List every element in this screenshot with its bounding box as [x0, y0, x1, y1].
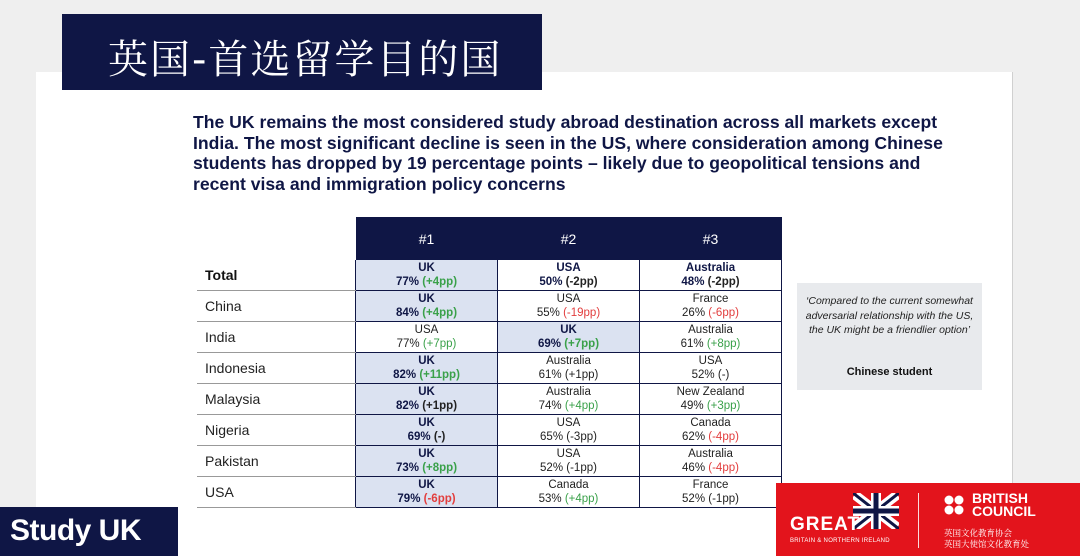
percentage: 69% [537, 338, 561, 350]
country-name: France [692, 293, 729, 305]
change-value: (-6pp) [708, 307, 739, 319]
country-name: Australia [685, 262, 736, 274]
bc-name-line1: BRITISH [972, 490, 1028, 506]
table-cell [356, 322, 498, 353]
table-cell [498, 446, 640, 477]
table-cell [498, 260, 640, 291]
percentage: 82% [395, 400, 419, 412]
consideration-value [640, 337, 781, 351]
table-cell [356, 353, 498, 384]
percentage: 73% [395, 462, 419, 474]
consideration-value [356, 275, 497, 289]
percentage: 74% [538, 400, 562, 412]
country-name: UK [418, 355, 435, 367]
consideration-value [356, 461, 497, 475]
change-value: (-) [717, 369, 730, 381]
rank-2-header: #2 [498, 217, 640, 260]
table-cell [498, 291, 640, 322]
table-row [197, 260, 782, 291]
country-name: USA [414, 324, 439, 336]
rank-3-header: #3 [640, 217, 782, 260]
consideration-value [640, 430, 781, 444]
country-name: Australia [688, 324, 733, 336]
consideration-value [640, 492, 781, 506]
change-value: (+3pp) [706, 400, 741, 412]
percentage: 77% [395, 276, 419, 288]
country-name: France [692, 479, 729, 491]
table-row [197, 353, 782, 384]
consideration-value [640, 275, 781, 289]
change-value: (+4pp) [564, 400, 599, 412]
percentage: 55% [536, 307, 560, 319]
row-label: India [197, 322, 356, 353]
change-value: (+4pp) [564, 493, 599, 505]
table-row [197, 291, 782, 322]
bc-cn-line2: 英国大使馆文化教育处 [944, 540, 1030, 550]
page-title: 英国-首选留学目的国 [108, 37, 503, 83]
percentage: 84% [395, 307, 419, 319]
row-label: Total [197, 260, 356, 291]
country-name: UK [418, 448, 435, 460]
change-value: (-6pp) [423, 493, 456, 505]
country-name: New Zealand [676, 386, 745, 398]
country-name: UK [418, 262, 435, 274]
consideration-value [498, 306, 639, 320]
table-cell [356, 477, 498, 508]
table-cell [356, 260, 498, 291]
brand-divider [918, 493, 919, 548]
row-label: China [197, 291, 356, 322]
country-name: Canada [548, 479, 589, 491]
consideration-value [498, 461, 639, 475]
table-header-row [197, 217, 782, 260]
change-value: (+4pp) [422, 276, 458, 288]
british-council-dots-icon [944, 495, 970, 521]
change-value: (+11pp) [419, 369, 460, 381]
table-cell [640, 446, 782, 477]
consideration-value [356, 492, 497, 506]
percentage: 52% [682, 493, 706, 505]
change-value: (-) [433, 431, 446, 443]
british-council-cn-name [944, 529, 1029, 551]
table-cell [640, 291, 782, 322]
bc-name-line2: COUNCIL [972, 503, 1036, 519]
change-value: (+4pp) [422, 307, 458, 319]
headline: The UK remains the most considered study abroad destination across all markets except India. The most significant decline is seen in the US, where consideration among Chinese students has dropped by 19 percentage points – likely due to geopolitical tensions and recent visa and immigration policy concerns [193, 112, 943, 194]
row-label: Nigeria [197, 415, 356, 446]
percentage: 48% [681, 276, 705, 288]
great-logo-text: GREAT [790, 514, 861, 535]
table-body [197, 260, 782, 508]
table-cell [498, 322, 640, 353]
percentage: 61% [680, 338, 704, 350]
country-name: USA [556, 417, 581, 429]
percentage: 53% [538, 493, 562, 505]
country-name: UK [418, 293, 435, 305]
consideration-value [498, 337, 639, 351]
country-name: UK [560, 324, 577, 336]
row-label: USA [197, 477, 356, 508]
table-cell [640, 415, 782, 446]
country-name: Australia [688, 448, 733, 460]
consideration-value [640, 368, 781, 382]
change-value: (+8pp) [706, 338, 741, 350]
country-name: USA [556, 293, 581, 305]
table-cell [498, 415, 640, 446]
country-name: UK [418, 479, 435, 491]
percentage: 52% [691, 369, 715, 381]
consideration-value [498, 399, 639, 413]
change-value: (+8pp) [422, 462, 458, 474]
change-value: (-1pp) [708, 493, 739, 505]
country-name: USA [556, 262, 581, 274]
table-cell [640, 322, 782, 353]
quote-box [797, 283, 982, 390]
brand-banner [776, 483, 1080, 556]
quote-author: Chinese student [846, 366, 933, 378]
country-name: USA [698, 355, 723, 367]
change-value: (-19pp) [563, 307, 601, 319]
percentage: 65% [540, 431, 564, 443]
percentage: 79% [397, 493, 421, 505]
consideration-value [356, 430, 497, 444]
table-cell [356, 291, 498, 322]
row-label: Pakistan [197, 446, 356, 477]
table-cell [356, 384, 498, 415]
header-spacer [197, 217, 356, 260]
table-cell [640, 384, 782, 415]
table-row [197, 415, 782, 446]
table-cell [640, 353, 782, 384]
rank-1-header: #1 [356, 217, 498, 260]
consideration-value [356, 368, 497, 382]
british-council-name [972, 492, 1036, 518]
percentage: 50% [539, 276, 563, 288]
title-bar [62, 14, 542, 90]
table-cell [498, 384, 640, 415]
change-value: (-2pp) [707, 276, 740, 288]
consideration-value [498, 430, 639, 444]
percentage: 26% [682, 307, 706, 319]
consideration-value [640, 306, 781, 320]
change-value: (-4pp) [708, 431, 739, 443]
consideration-value [356, 337, 497, 351]
change-value: (-1pp) [566, 462, 597, 474]
country-name: Canada [690, 417, 731, 429]
table-cell [640, 260, 782, 291]
study-uk-text: Study UK [10, 514, 141, 547]
percentage: 52% [540, 462, 564, 474]
change-value: (+1pp) [422, 400, 458, 412]
quote-text: ‘Compared to the current somewhat adversarial relationship with the US, the UK might be a friendlier option’ [805, 295, 974, 336]
country-name: UK [418, 417, 435, 429]
great-subtitle: BRITAIN & NORTHERN IRELAND [790, 538, 890, 544]
consideration-value [498, 368, 639, 382]
consideration-value [498, 275, 639, 289]
consideration-value [498, 492, 639, 506]
table-cell [640, 477, 782, 508]
consideration-value [356, 399, 497, 413]
row-label: Indonesia [197, 353, 356, 384]
percentage: 82% [393, 369, 417, 381]
table-cell [356, 415, 498, 446]
country-name: Australia [546, 355, 591, 367]
table-row [197, 322, 782, 353]
country-name: Australia [546, 386, 591, 398]
change-value: (+1pp) [564, 369, 599, 381]
consideration-value [356, 306, 497, 320]
country-name: UK [418, 386, 435, 398]
percentage: 69% [407, 431, 431, 443]
table-row [197, 477, 782, 508]
change-value: (-2pp) [565, 276, 598, 288]
bc-cn-line1: 英国文化教育协会 [944, 529, 1013, 539]
table-cell [498, 477, 640, 508]
percentage: 62% [682, 431, 706, 443]
percentage: 46% [682, 462, 706, 474]
percentage: 49% [680, 400, 704, 412]
row-label: Malaysia [197, 384, 356, 415]
percentage: 77% [396, 338, 420, 350]
change-value: (-4pp) [708, 462, 739, 474]
table-row [197, 446, 782, 477]
study-uk-logo [0, 507, 178, 556]
table-cell [356, 446, 498, 477]
ranking-table [197, 217, 782, 508]
table-cell [498, 353, 640, 384]
consideration-value [640, 399, 781, 413]
change-value: (+7pp) [422, 338, 457, 350]
change-value: (-3pp) [566, 431, 597, 443]
table-row [197, 384, 782, 415]
consideration-value [640, 461, 781, 475]
percentage: 61% [538, 369, 562, 381]
country-name: USA [556, 448, 581, 460]
change-value: (+7pp) [564, 338, 600, 350]
